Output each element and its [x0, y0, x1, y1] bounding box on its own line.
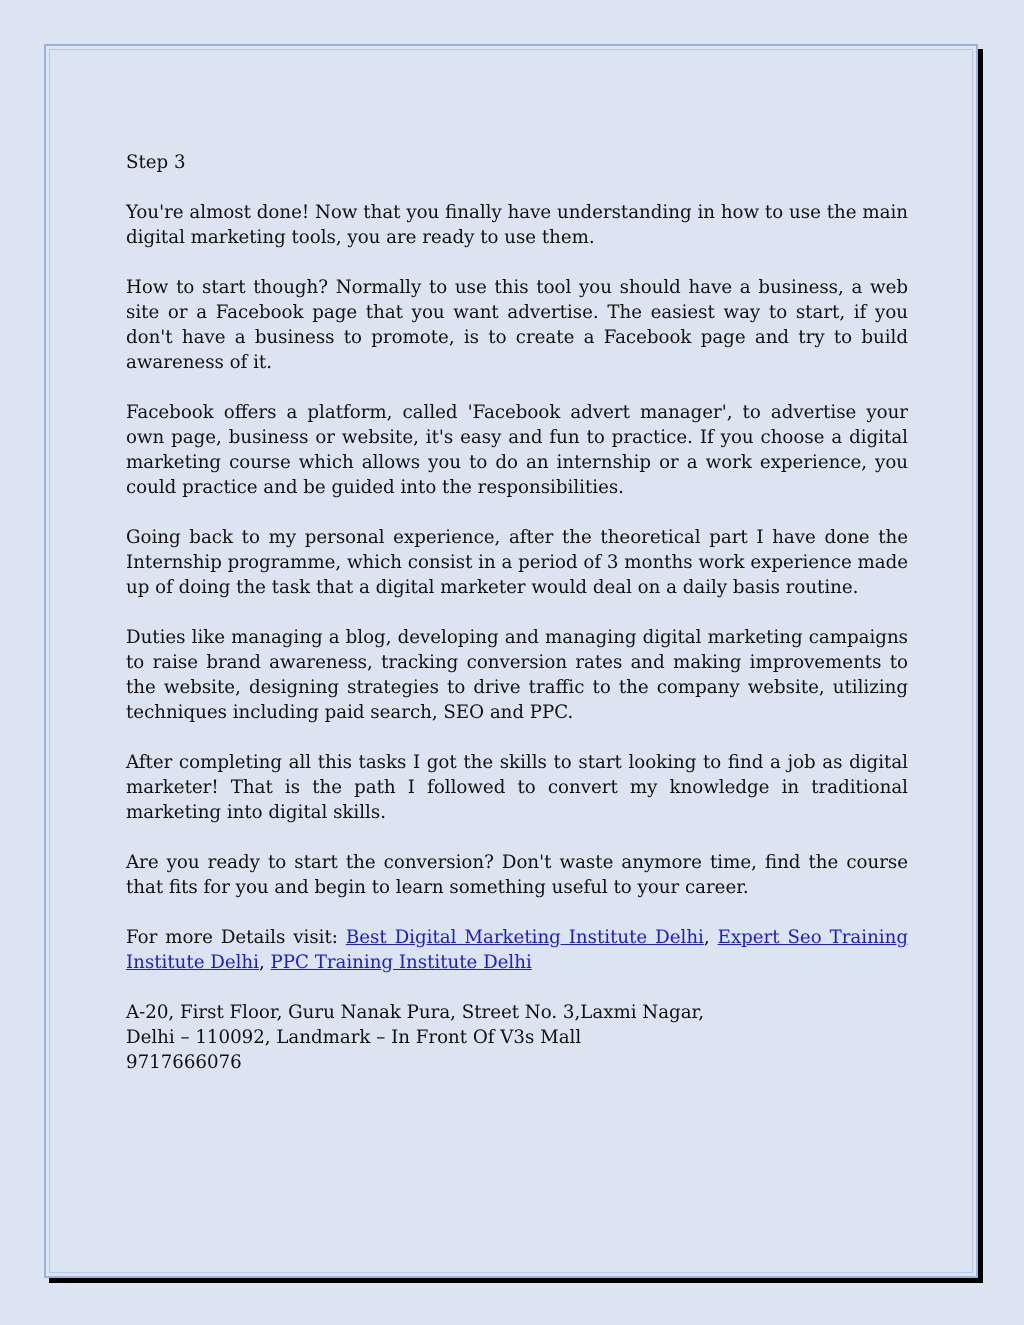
address-block — [126, 1000, 908, 1075]
details-paragraph — [126, 925, 908, 975]
address-line-1: A-20, First Floor, Guru Nanak Pura, Street No. 3,Laxmi Nagar, — [126, 1002, 705, 1023]
address-line-2: Delhi – 110092, Landmark – In Front Of V3s Mall — [126, 1027, 582, 1048]
paragraph-duties: Duties like managing a blog, developing and managing digital marketing campaigns to raise brand awareness, tracking conversion rates and making improvements to the website, designing strategies to drive traffic to the company website, utilizing techniques including paid search, SEO and PPC. — [126, 627, 908, 723]
link-digital-marketing-institute[interactable]: Best Digital Marketing Institute Delhi — [345, 927, 704, 948]
paragraph-how-to-start: How to start though? Normally to use this tool you should have a business, a web site or a Facebook page that you want advertise. The easiest way to start, if you don't have a business to promote, is to create a Facebook page and try to build awareness of it. — [126, 277, 908, 373]
phone-number: 9717666076 — [126, 1052, 242, 1073]
details-prefix: For more Details visit: — [126, 927, 346, 948]
paragraph-experience: Going back to my personal experience, after the theoretical part I have done the Internship programme, which consist in a period of 3 months work experience made up of doing the task that a digital marketer would deal on a daily basis routine. — [126, 527, 908, 598]
paragraph-completion: After completing all this tasks I got the skills to start looking to find a job as digital marketer! That is the path I followed to convert my knowledge in traditional marketing into digital skills. — [126, 752, 908, 823]
step-heading: Step 3 — [126, 152, 186, 173]
paragraph-intro: You're almost done! Now that you finally have understanding in how to use the main digital marketing tools, you are ready to use them. — [126, 202, 908, 248]
details-separator: , — [258, 952, 271, 973]
document-body — [126, 150, 908, 1100]
page-frame — [44, 44, 978, 1278]
link-ppc-training-institute[interactable]: PPC Training Institute Delhi — [270, 952, 532, 973]
link-seo-training-institute[interactable]: Expert Seo Training Institute Delhi — [126, 927, 908, 973]
details-separator: , — [703, 927, 718, 948]
paragraph-call-to-action: Are you ready to start the conversion? Don't waste anymore time, find the course that fits for you and begin to learn something useful to your career. — [126, 852, 908, 898]
page-inner-border — [49, 49, 973, 1273]
paragraph-facebook-advert: Facebook offers a platform, called 'Facebook advert manager', to advertise your own page, business or website, it's easy and fun to practice. If you choose a digital marketing course which allows you to do an internship or a work experience, you could practice and be guided into the responsibilities. — [126, 402, 908, 498]
